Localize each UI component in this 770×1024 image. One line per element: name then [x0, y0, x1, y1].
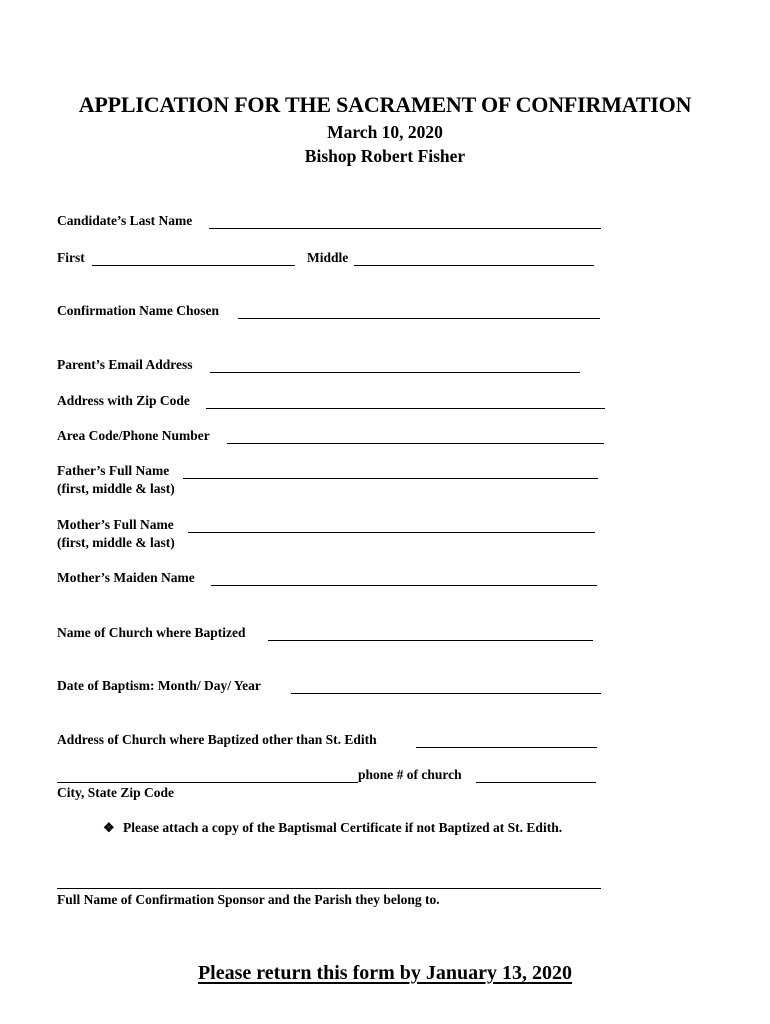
confirmation-name-line[interactable] — [238, 318, 600, 319]
confirmation-name-label: Confirmation Name Chosen — [57, 303, 219, 318]
church-address-label: Address of Church where Baptized other than St. Edith — [57, 732, 377, 747]
baptism-date-line[interactable] — [291, 693, 601, 694]
mother-name-hint: (first, middle & last) — [57, 535, 175, 550]
diamond-bullet-icon: ❖ — [103, 820, 115, 835]
phone-label: Area Code/Phone Number — [57, 428, 210, 443]
maiden-name-line[interactable] — [211, 585, 597, 586]
last-name-label: Candidate’s Last Name — [57, 213, 193, 228]
church-address-line[interactable] — [416, 747, 597, 748]
address-line[interactable] — [206, 408, 605, 409]
city-state-zip-label: City, State Zip Code — [57, 785, 175, 800]
first-name-line[interactable] — [92, 265, 295, 266]
phone-line[interactable] — [227, 443, 604, 444]
address-label: Address with Zip Code — [57, 393, 190, 408]
return-deadline — [0, 962, 770, 985]
maiden-name-label: Mother’s Maiden Name — [57, 570, 195, 585]
church-baptized-line[interactable] — [268, 640, 593, 641]
church-baptized-label: Name of Church where Baptized — [57, 625, 246, 640]
mother-name-line[interactable] — [188, 532, 595, 533]
church-phone-line[interactable] — [476, 782, 596, 783]
city-state-zip-line[interactable] — [57, 782, 358, 783]
form-title: APPLICATION FOR THE SACRAMENT OF CONFIRMATION — [78, 92, 692, 117]
form-date: March 10, 2020 — [327, 122, 443, 142]
return-deadline-text: Please return this form by January 13, 2020 — [197, 962, 573, 984]
middle-name-line[interactable] — [354, 265, 594, 266]
bishop-name: Bishop Robert Fisher — [304, 146, 466, 166]
father-name-hint: (first, middle & last) — [57, 481, 175, 496]
baptismal-certificate-note — [103, 820, 562, 836]
parent-email-label: Parent’s Email Address — [57, 357, 193, 372]
parent-email-line[interactable] — [210, 372, 580, 373]
note-text: Please attach a copy of the Baptismal Certificate if not Baptized at St. Edith. — [123, 820, 563, 835]
father-name-line[interactable] — [183, 478, 598, 479]
church-phone-label: phone # of church — [358, 767, 462, 782]
middle-name-label: Middle — [307, 250, 349, 265]
sponsor-line[interactable] — [57, 888, 601, 889]
last-name-line[interactable] — [209, 228, 601, 229]
sponsor-label: Full Name of Confirmation Sponsor and the Parish they belong to. — [57, 892, 440, 907]
father-name-label: Father’s Full Name — [57, 463, 170, 478]
first-name-label: First — [57, 250, 85, 265]
baptism-date-label: Date of Baptism: Month/ Day/ Year — [57, 678, 261, 693]
mother-name-label: Mother’s Full Name — [57, 517, 174, 532]
